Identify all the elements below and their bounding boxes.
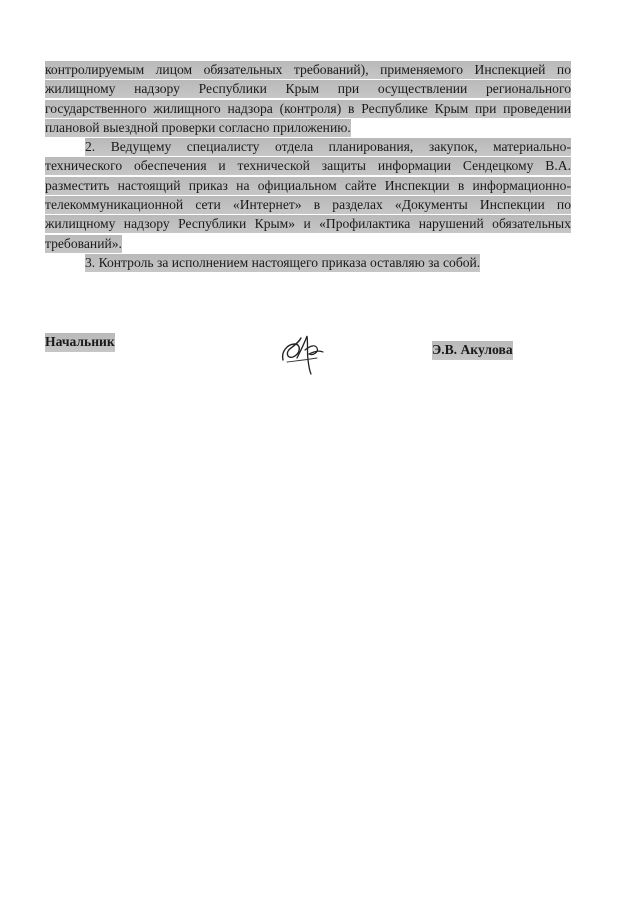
paragraph-2 [45, 137, 571, 253]
signature-block [45, 330, 571, 380]
paragraph-1 [45, 60, 571, 137]
handwritten-signature-icon [277, 330, 327, 376]
paragraph-3 [45, 253, 571, 272]
document-body [45, 60, 571, 272]
paragraph-1-text: контролируемым лицом обязательных требований), применяемого Инспекцией по жилищному надзору Республики Крым при осуществлении регионального государственного жилищного надзора (контроля) в Республике Крым при проведении плановой выездной проверки согласно приложению. [45, 62, 571, 135]
signer-name: Э.В. Акулова [432, 341, 513, 360]
signer-position: Начальник [45, 333, 115, 352]
paragraph-3-text: 3. Контроль за исполнением настоящего приказа оставляю за собой. [85, 254, 481, 270]
paragraph-2-text: 2. Ведущему специалисту отдела планирования, закупок, материально-технического обеспечения и технической защиты информации Сендецкому В.А. разместить настоящий приказ на официальном сайте Инспекции в информационно-телекоммуникационной сети «Интернет» в разделах «Документы Инспекции по жилищному надзору Республики Крым» и «Профилактика нарушений обязательных требований». [45, 139, 571, 251]
